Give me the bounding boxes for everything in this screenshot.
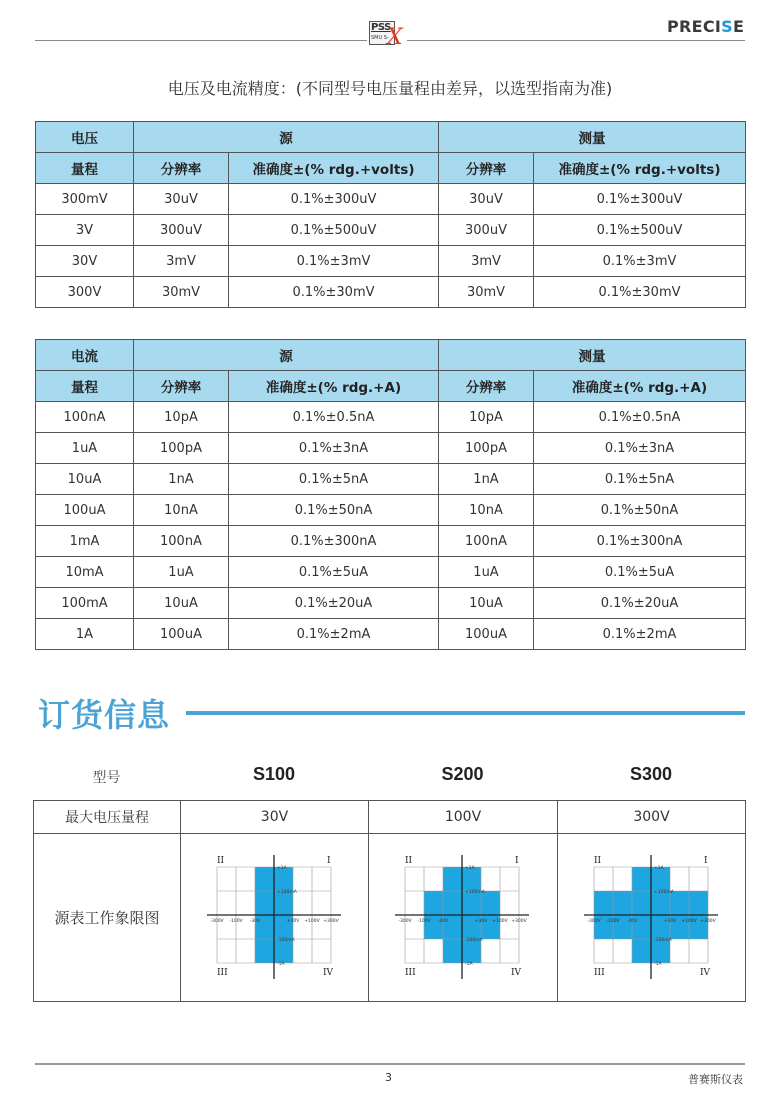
table-cell: 0.1%±30mV [229, 277, 439, 308]
table-cell: 0.1%±30mV [534, 277, 746, 308]
svg-text:+1A: +1A [465, 865, 475, 871]
svg-text:-1A: -1A [653, 961, 662, 967]
brand-s-glyph: S [721, 17, 733, 36]
footer-company: 普赛斯仪表 [688, 1073, 743, 1086]
logo-sub-text: SMU S- [371, 35, 389, 41]
section-title-rule [186, 711, 745, 715]
header-cell-measure: 测量 [439, 122, 746, 153]
svg-text:II: II [593, 855, 601, 866]
max-voltage-s200: 100V [369, 801, 558, 834]
table-cell: 0.1%±500uV [534, 215, 746, 246]
brand-prefix: PRECI [667, 17, 722, 36]
svg-text:-100V: -100V [605, 918, 620, 924]
svg-text:I: I [326, 855, 331, 866]
max-voltage-s300: 300V [558, 801, 746, 834]
table-cell: 0.1%±50nA [534, 495, 746, 526]
table-cell: 10mA [36, 557, 134, 588]
table-cell: 0.1%±5nA [534, 464, 746, 495]
table-cell: 100nA [439, 526, 534, 557]
table-row [36, 526, 746, 557]
logo-x-mark: X [387, 25, 403, 50]
order-info-table [33, 800, 746, 1002]
table-cell: 300mV [36, 184, 134, 215]
section-title-order-info: 订货信息 [38, 696, 171, 734]
table-cell: 1nA [439, 464, 534, 495]
table-cell: 100nA [36, 402, 134, 433]
header-cell: 分辨率 [134, 153, 229, 184]
table-cell: 0.1%±5uA [229, 557, 439, 588]
svg-text:IV: IV [699, 967, 710, 978]
svg-text:+100V: +100V [680, 918, 697, 924]
table-cell: 0.1%±500uV [229, 215, 439, 246]
svg-text:-100V: -100V [417, 918, 431, 924]
table-cell: 1uA [439, 557, 534, 588]
accuracy-subtitle: 电压及电流精度：(不同型号电压量程由差异，以选型指南为准) [167, 79, 613, 98]
table-cell: 30uV [439, 184, 534, 215]
header-cell: 准确度±(% rdg.+A) [229, 371, 439, 402]
brand-logo [667, 17, 744, 36]
header-cell: 电流 [36, 340, 134, 371]
table-cell: 10uA [439, 588, 534, 619]
table-cell: 30mV [439, 277, 534, 308]
header-cell: 量程 [36, 153, 134, 184]
voltage-accuracy-table [35, 121, 746, 308]
svg-text:+300V: +300V [699, 918, 716, 924]
header-cell: 分辨率 [439, 153, 534, 184]
svg-text:-1A: -1A [276, 961, 285, 967]
header-cell: 电压 [36, 122, 134, 153]
table-subheader-row [36, 371, 746, 402]
table-cell: 0.1%±300uV [534, 184, 746, 215]
table-cell: 10pA [134, 402, 229, 433]
svg-text:+300V: +300V [322, 918, 339, 924]
svg-text:-100mA: -100mA [653, 937, 672, 943]
table-cell: 0.1%±3mV [229, 246, 439, 277]
quadrant-cell-s100 [181, 834, 369, 1002]
svg-text:+30V: +30V [286, 918, 299, 924]
table-cell: 0.1%±300nA [229, 526, 439, 557]
table-cell: 10nA [134, 495, 229, 526]
svg-text:III: III [216, 967, 228, 978]
quadrant-diagram [582, 853, 722, 983]
table-cell: 100uA [36, 495, 134, 526]
pss-logo [367, 21, 407, 49]
svg-text:+100mA: +100mA [653, 889, 674, 895]
table-cell: 300uV [134, 215, 229, 246]
svg-text:+1A: +1A [653, 865, 664, 871]
table-cell: 0.1%±5nA [229, 464, 439, 495]
table-row [36, 215, 746, 246]
model-name-s200: S200 [441, 764, 484, 784]
svg-text:III: III [405, 967, 416, 978]
header-cell: 分辨率 [439, 371, 534, 402]
table-cell: 10uA [36, 464, 134, 495]
table-cell: 1uA [36, 433, 134, 464]
svg-text:+100mA: +100mA [276, 889, 297, 895]
header-cell: 量程 [36, 371, 134, 402]
table-row [36, 588, 746, 619]
table-cell: 0.1%±300nA [534, 526, 746, 557]
brand-suffix: E [733, 17, 745, 36]
svg-text:+1A: +1A [276, 865, 287, 871]
table-cell: 0.1%±20uA [229, 588, 439, 619]
svg-text:-30V: -30V [437, 918, 449, 924]
table-cell: 100uA [134, 619, 229, 650]
svg-text:-1A: -1A [465, 961, 473, 967]
logo-top-text: PSS [371, 22, 391, 33]
svg-text:-30V: -30V [249, 918, 260, 924]
svg-text:III: III [593, 967, 605, 978]
svg-text:IV: IV [511, 967, 522, 978]
svg-text:+30V: +30V [663, 918, 676, 924]
svg-text:I: I [703, 855, 708, 866]
quadrant-cell-s200 [369, 834, 558, 1002]
model-label: 型号 [92, 770, 121, 786]
svg-text:-300V: -300V [398, 918, 412, 924]
quadrant-diagram [205, 853, 345, 983]
table-cell: 0.1%±20uA [534, 588, 746, 619]
current-accuracy-table [35, 339, 746, 650]
table-cell: 0.1%±300uV [229, 184, 439, 215]
max-voltage-row [34, 801, 746, 834]
table-cell: 0.1%±3nA [229, 433, 439, 464]
svg-text:II: II [216, 855, 224, 866]
table-row [36, 495, 746, 526]
svg-text:IV: IV [322, 967, 333, 978]
quadrant-row [34, 834, 746, 1002]
table-cell: 0.1%±2mA [534, 619, 746, 650]
svg-text:+100mA: +100mA [465, 889, 485, 895]
table-header-row [36, 122, 746, 153]
table-cell: 100pA [134, 433, 229, 464]
svg-text:+30V: +30V [474, 918, 488, 924]
table-row [36, 464, 746, 495]
table-cell: 100pA [439, 433, 534, 464]
table-row [36, 433, 746, 464]
table-cell: 10uA [134, 588, 229, 619]
svg-text:-100mA: -100mA [276, 937, 295, 943]
table-cell: 30mV [134, 277, 229, 308]
table-row [36, 246, 746, 277]
table-cell: 0.1%±5uA [534, 557, 746, 588]
table-cell: 100mA [36, 588, 134, 619]
table-cell: 1nA [134, 464, 229, 495]
table-cell: 1A [36, 619, 134, 650]
header-cell: 分辨率 [134, 371, 229, 402]
table-row [36, 184, 746, 215]
svg-text:-100mA: -100mA [465, 937, 483, 943]
table-cell: 0.1%±3nA [534, 433, 746, 464]
header-cell: 准确度±(% rdg.+A) [534, 371, 746, 402]
svg-text:II: II [405, 855, 413, 866]
table-cell: 30V [36, 246, 134, 277]
table-cell: 10nA [439, 495, 534, 526]
svg-text:+100V: +100V [303, 918, 320, 924]
table-row [36, 619, 746, 650]
svg-text:-300V: -300V [586, 918, 601, 924]
table-row [36, 277, 746, 308]
table-cell: 1mA [36, 526, 134, 557]
model-header-row [33, 764, 745, 788]
table-cell: 3V [36, 215, 134, 246]
table-cell: 10pA [439, 402, 534, 433]
header-cell: 准确度±(% rdg.+volts) [534, 153, 746, 184]
footer-divider [35, 1063, 745, 1065]
table-row [36, 557, 746, 588]
table-cell: 1uA [134, 557, 229, 588]
page-number: 3 [385, 1071, 392, 1084]
svg-text:-300V: -300V [209, 918, 224, 924]
svg-text:-30V: -30V [626, 918, 637, 924]
model-name-s300: S300 [629, 764, 673, 784]
header-cell-source: 源 [134, 340, 439, 371]
table-header-row [36, 340, 746, 371]
table-cell: 0.1%±2mA [229, 619, 439, 650]
quadrant-diagram [393, 853, 533, 983]
header-cell-source: 源 [134, 122, 439, 153]
table-cell: 300uV [439, 215, 534, 246]
svg-text:+300V: +300V [511, 918, 527, 924]
table-cell: 300V [36, 277, 134, 308]
table-cell: 30uV [134, 184, 229, 215]
table-cell: 100nA [134, 526, 229, 557]
table-cell: 0.1%±3mV [534, 246, 746, 277]
header-cell-measure: 测量 [439, 340, 746, 371]
table-subheader-row [36, 153, 746, 184]
max-voltage-s100: 30V [181, 801, 369, 834]
svg-text:-100V: -100V [228, 918, 243, 924]
table-cell: 0.1%±50nA [229, 495, 439, 526]
table-cell: 100uA [439, 619, 534, 650]
header-cell: 准确度±(% rdg.+volts) [229, 153, 439, 184]
table-cell: 3mV [439, 246, 534, 277]
svg-text:+100V: +100V [492, 918, 508, 924]
svg-text:I: I [515, 855, 519, 866]
quadrant-cell-s300 [558, 834, 746, 1002]
table-cell: 0.1%±0.5nA [534, 402, 746, 433]
table-cell: 3mV [134, 246, 229, 277]
model-name-s100: S100 [252, 764, 296, 784]
table-row [36, 402, 746, 433]
table-cell: 0.1%±0.5nA [229, 402, 439, 433]
row-label: 最大电压量程 [34, 801, 181, 834]
row-label: 源表工作象限图 [34, 834, 181, 1002]
